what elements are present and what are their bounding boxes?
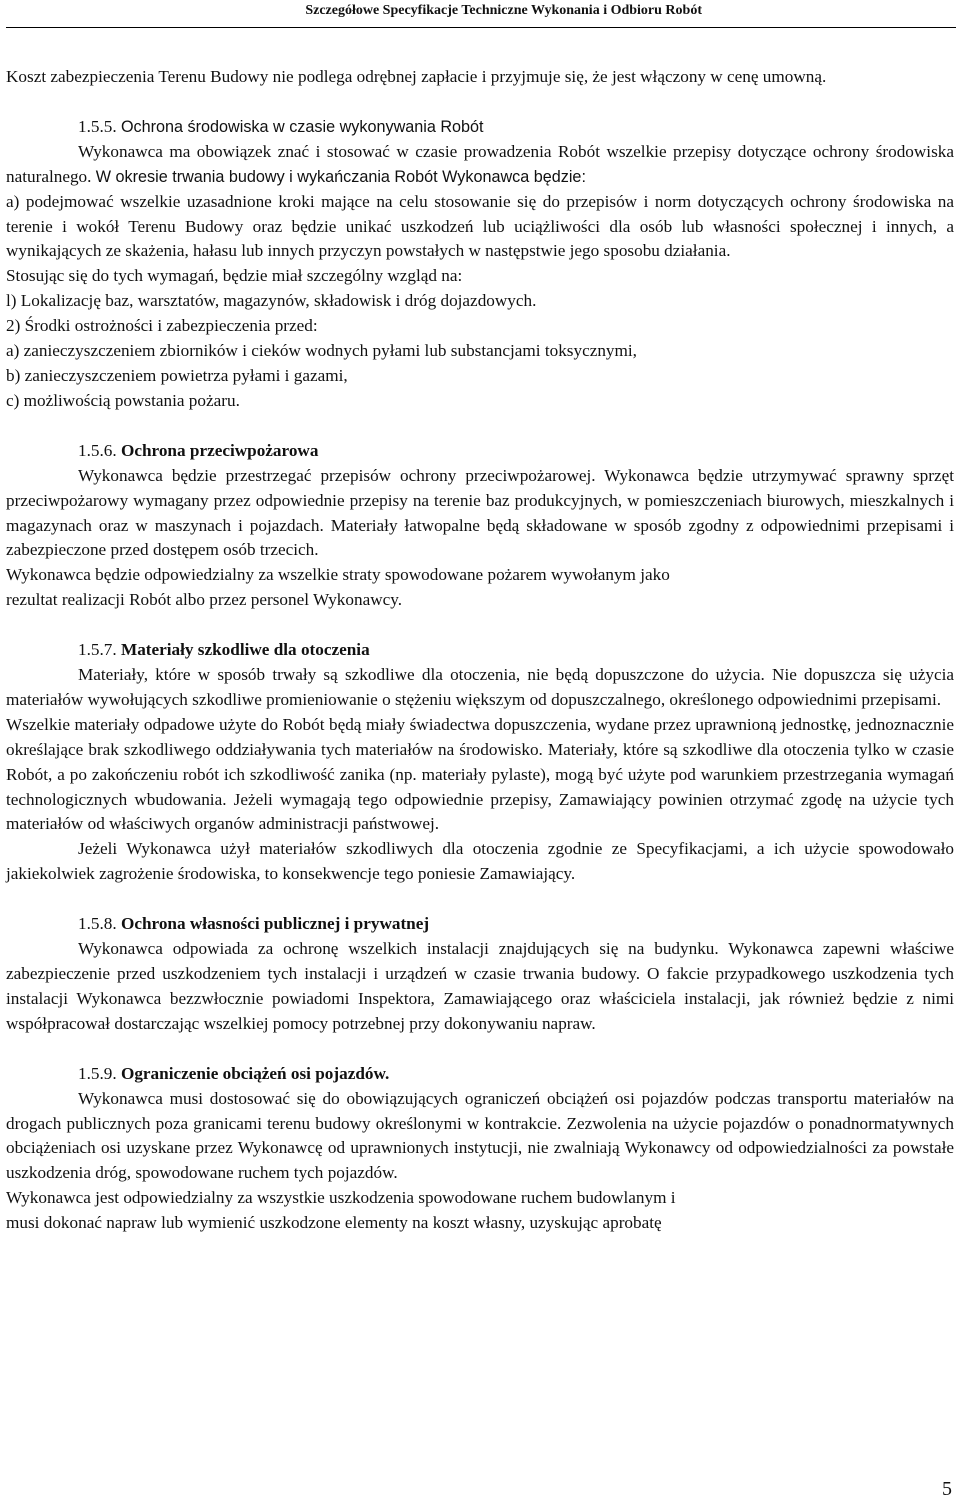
section-1-5-7-paragraph: Materiały, które w sposób trwały są szkodliwe dla otoczenia, nie będą dopuszczone do użycia. Nie dopuszcza się użycia materiałów wywołujących szkodliwe promieniowanie o stężeniu większym od dopuszczalnego, określonego odpowiednimi przepisami. [6,665,954,709]
section-1-5-7-heading [6,638,954,663]
section-1-5-9-paragraph: Wykonawca musi dostosować się do obowiązujących ograniczeń obciążeń osi pojazdów podczas transportu materiałów na drogach publicznych poza granicami terenu budowy określonymi w kontrakcie. Zezwolenia na użycie pojazdów o ponadnormatywnych obciążeniach osi uzyskane przez Wykonawcę od uprawnionych instytucji, nie zwalniają Wykonawcy od odpowiedzialności za powstałe uszkodzenia dróg, spowodowane ruchem tych pojazdów. [6,1088,954,1183]
page-number: 5 [942,1478,952,1500]
section-1-5-7-paragraph: Wszelkie materiały odpadowe użyte do Robót będą miały świadectwa dopuszczenia, wydane przez uprawnioną jednostkę, jednoznacznie określające brak szkodliwego oddziaływania tych materiałów na środowisko. Materiały, które są szkodliwe dla otoczenia tylko w czasie Robót, a po zakończeniu robót ich szkodliwość zanika (np. materiały pylaste), mogą być użyte pod warunkiem przestrzegania wymagań technologicznych wbudowania. Jeżeli wymagają tego odpowiednie przepisy, Zamawiający powinien otrzymać zgodę na użycie tych materiałów od właściwych organów administracji państwowej. [6,714,954,834]
section-title: Materiały szkodliwe dla otoczenia [120,640,370,660]
document-body [6,65,954,1236]
text-line: Wykonawca jest odpowiedzialny za wszystkie uszkodzenia spowodowane ruchem budowlanym i [6,1188,676,1208]
running-header: Szczegółowe Specyfikacje Techniczne Wykonania i Odbioru Robót [305,3,702,18]
section-1-5-5-heading [6,115,954,140]
text-line: Wykonawca będzie odpowiedzialny za wszelkie straty spowodowane pożarem wywołanym jako [6,565,670,585]
text-line: 2) Środki ostrożności i zabezpieczenia przed: [6,316,318,336]
section-1-5-5-paragraph [6,140,954,190]
section-title: Ochrona własności publicznej i prywatnej [120,914,430,934]
section-1-5-9-heading [6,1062,954,1087]
section-title: Ochrona środowiska w czasie wykonywania Robót [120,117,484,136]
intro-paragraph: Koszt zabezpieczenia Terenu Budowy nie podlega odrębnej zapłacie i przyjmuje się, że jest włączony w cenę umowną. [6,67,827,86]
list-item-a: a) podejmować wszelkie uzasadnione kroki mające na celu stosowanie się do przepisów i norm dotyczących ochrony środowiska na terenie i wokół Terenu Budowy oraz będzie unikać uszkodzeń lub uciążliwości dla osób lub własności społecznej i innych, a wynikających ze skażenia, hałasu lub innych przyczyn powstałych w następstwie jego sposobu działania. [6,191,954,261]
text-line: rezultat realizacji Robót albo przez personel Wykonawcy. [6,590,403,610]
section-number: 1.5.6. [78,440,117,460]
paragraph-part: Wykonawca ma obowiązek znać i stosować w czasie prowadzenia Robót wszelkie przepisy dotyczące ochrony środowiska naturalnego. [6,141,954,186]
text-line: musi dokonać napraw lub wymienić uszkodzone elementy na koszt własny, uzyskując aprobatę [6,1213,662,1233]
section-title: Ochrona przeciwpożarowa [120,440,319,460]
section-1-5-6-heading [6,439,954,464]
header-rule [6,27,956,28]
text-line: a) zanieczyszczeniem zbiorników i cieków wodnych pyłami lub substancjami toksycznymi, [6,341,637,361]
section-number: 1.5.9. [78,1063,117,1083]
section-1-5-7-paragraph: Jeżeli Wykonawca użył materiałów szkodliwych dla otoczenia zgodnie ze Specyfikacjami, a ich użycie spowodowało jakiekolwiek zagrożenie środowiska, to konsekwencje tego poniesie Zamawiający. [6,839,954,884]
section-number: 1.5.8. [78,914,117,934]
paragraph-part: W okresie trwania budowy i wykańczania Robót Wykonawca będzie: [95,167,586,186]
section-1-5-6-paragraph: Wykonawca będzie przestrzegać przepisów ochrony przeciwpożarowej. Wykonawca będzie utrzymywać sprawny sprzęt przeciwpożarowy wymagany przez odpowiednie przepisy na terenie baz produkcyjnych, w pomieszczeniach biurowych, mieszkalnych i magazynach oraz w maszynach i pojazdach. Materiały łatwopalne będą składowane w sposób zgodny z odpowiednimi przepisami i zabezpieczone przed dostępem osób trzecich. [6,465,954,560]
section-1-5-8-heading [6,912,954,937]
text-line: c) możliwością powstania pożaru. [6,390,240,410]
section-number: 1.5.5. [78,116,117,136]
text-line: b) zanieczyszczeniem powietrza pyłami i gazami, [6,365,348,385]
text-line: l) Lokalizację baz, warsztatów, magazynów, składowisk i dróg dojazdowych. [6,291,537,311]
text-line: Stosując się do tych wymagań, będzie miał szczególny wzgląd na: [6,266,463,286]
section-number: 1.5.7. [78,640,117,660]
section-title: Ograniczenie obciążeń osi pojazdów. [120,1063,390,1083]
section-1-5-8-paragraph: Wykonawca odpowiada za ochronę wszelkich instalacji znajdujących się na budynku. Wykonawca zapewni właściwe zabezpieczenie przed uszkodzeniem tych instalacji i urządzeń w czasie trwania budowy. O fakcie przypadkowego uszkodzenia tych instalacji Wykonawca bezzwłocznie powiadomi Inspektora, Zamawiającego oraz właściciela instalacji, jak również będzie z nimi współpracował dostarczając wszelkiej pomocy potrzebnej przy dokonywaniu napraw. [6,939,954,1033]
